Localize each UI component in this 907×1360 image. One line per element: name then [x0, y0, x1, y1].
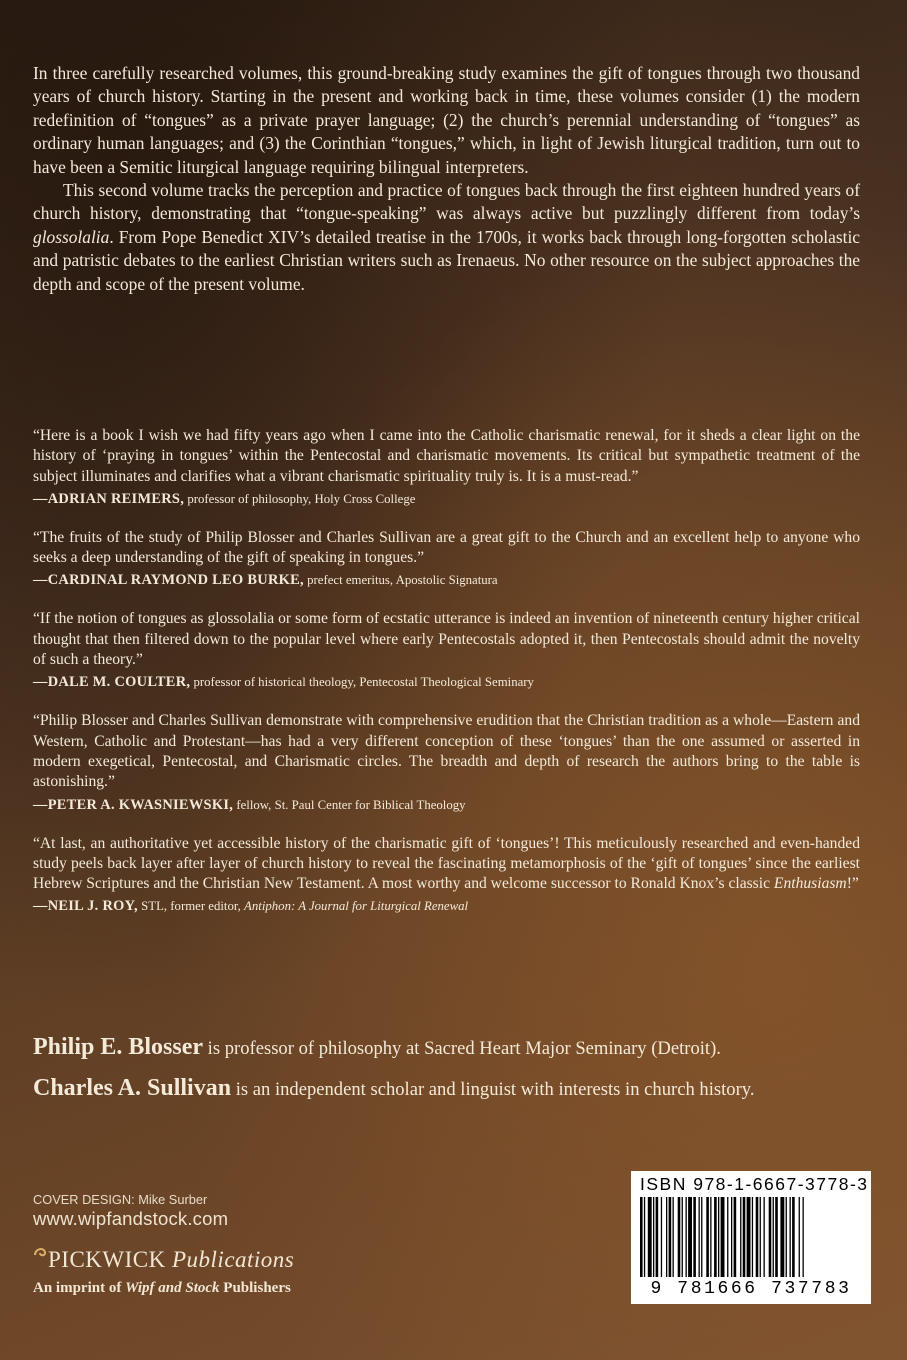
cover-design-credit: COVER DESIGN: Mike Surber — [33, 1192, 208, 1207]
author-bio: Philip E. Blosser is professor of philosophy at Sacred Heart Major Seminary (Detroit). — [33, 1034, 721, 1060]
barcode-icon — [640, 1197, 862, 1277]
author-bios — [33, 1031, 873, 1113]
isbn-barcode — [631, 1171, 871, 1304]
endorsement-attribution: —ADRIAN REIMERS, professor of philosophy, Holy Cross College — [33, 490, 416, 507]
description-blurb — [33, 62, 860, 296]
endorsement-attribution: —PETER A. KWASNIEWSKI, fellow, St. Paul Center for Biblical Theology — [33, 796, 466, 813]
endorsement — [33, 528, 860, 589]
endorsement — [33, 834, 860, 915]
endorsement-attribution: —NEIL J. ROY, STL, former editor, Antiphon: A Journal for Liturgical Renewal — [33, 898, 469, 915]
blurb-paragraph-1: In three carefully researched volumes, this ground-breaking study examines the gift of tongues through two thousand years of church history. Starting in the present and working back in time, these volumes consider (1) the modern redefinition of “tongues” as a private prayer language; (2) the church’s perennial understanding of “tongues” as ordinary human languages; and (3) the Corinthian “tongues,” which, in light of Jewish liturgical tradition, turn out to have been a Semitic liturgical language requiring bilingual interpreters. — [33, 63, 860, 177]
endorsement-text: “The fruits of the study of Philip Blosser and Charles Sullivan are a great gift to the Church and an excellent help to anyone who seeks a deep understanding of the gift of speaking in tongues.” — [33, 528, 860, 567]
publisher-logo: PICKWICK Publications — [33, 1245, 294, 1273]
swirl-icon — [33, 1245, 47, 1259]
endorsement-attribution: —DALE M. COULTER, professor of historical theology, Pentecostal Theological Seminary — [33, 674, 534, 691]
author-bio: Charles A. Sullivan is an independent scholar and linguist with interests in church history. — [33, 1075, 755, 1101]
isbn-label: ISBN 978-1-6667-3778-3 — [640, 1174, 869, 1194]
endorsement-text: “If the notion of tongues as glossolalia or some form of ecstatic utterance is indeed an invention of nineteenth century higher critical thought that then filtered down to the popular level where early Pentecostals adopted it, then Pentecostals should admit the novelty of such a theory.” — [33, 610, 860, 669]
endorsement-text: “Here is a book I wish we had fifty years ago when I came into the Catholic charismatic renewal, for it sheds a clear light on the history of ‘praying in tongues’ within the Pentecostal and charismatic movements. Its critical but sympathetic treatment of the subject illuminates and clarifies what a vibrant charismatic spirituality truly is. It is a must-read.” — [33, 427, 860, 485]
publisher-website: www.wipfandstock.com — [33, 1208, 229, 1229]
endorsements — [33, 426, 860, 935]
endorsement-text: “At last, an authoritative yet accessible history of the charismatic gift of ‘tongues’! This meticulously researched and even-handed study peels back layer after layer of church history to reveal the fascinating metamorphosis of the ‘gift of tongues’ since the earliest Hebrew Scriptures and the Christian New Testament. A most worthy and welcome successor to Ronald Knox’s classic Enthusiasm!” — [33, 834, 860, 893]
endorsement-text: “Philip Blosser and Charles Sullivan demonstrate with comprehensive erudition that the Christian tradition as a whole—Eastern and Western, Catholic and Protestant—has had a very different conception of these ‘tongues’ than the one assumed or asserted in modern exegetical, Pentecostal, and Charismatic circles. The breadth and depth of research the authors bring to the table is astonishing.” — [33, 712, 860, 791]
imprint-line: An imprint of Wipf and Stock Publishers — [33, 1280, 291, 1296]
endorsement-attribution: —CARDINAL RAYMOND LEO BURKE, prefect emeritus, Apostolic Signatura — [33, 572, 498, 589]
endorsement — [33, 426, 860, 507]
endorsement — [33, 609, 860, 690]
endorsement — [33, 711, 860, 812]
barcode-digits: 9 781666 737783 — [650, 1279, 852, 1299]
blurb-paragraph-2: This second volume tracks the perception and practice of tongues back through the first eighteen hundred years of church history, demonstrating that “tongue-speaking” was always active but puzzlingly different from today’s glossolalia. From Pope Benedict XIV’s detailed treatise in the 1700s, it works back through long-forgotten scholastic and patristic debates to the earliest Christian writers such as Irenaeus. No other resource on the subject approaches the depth and scope of the present volume. — [33, 180, 860, 294]
